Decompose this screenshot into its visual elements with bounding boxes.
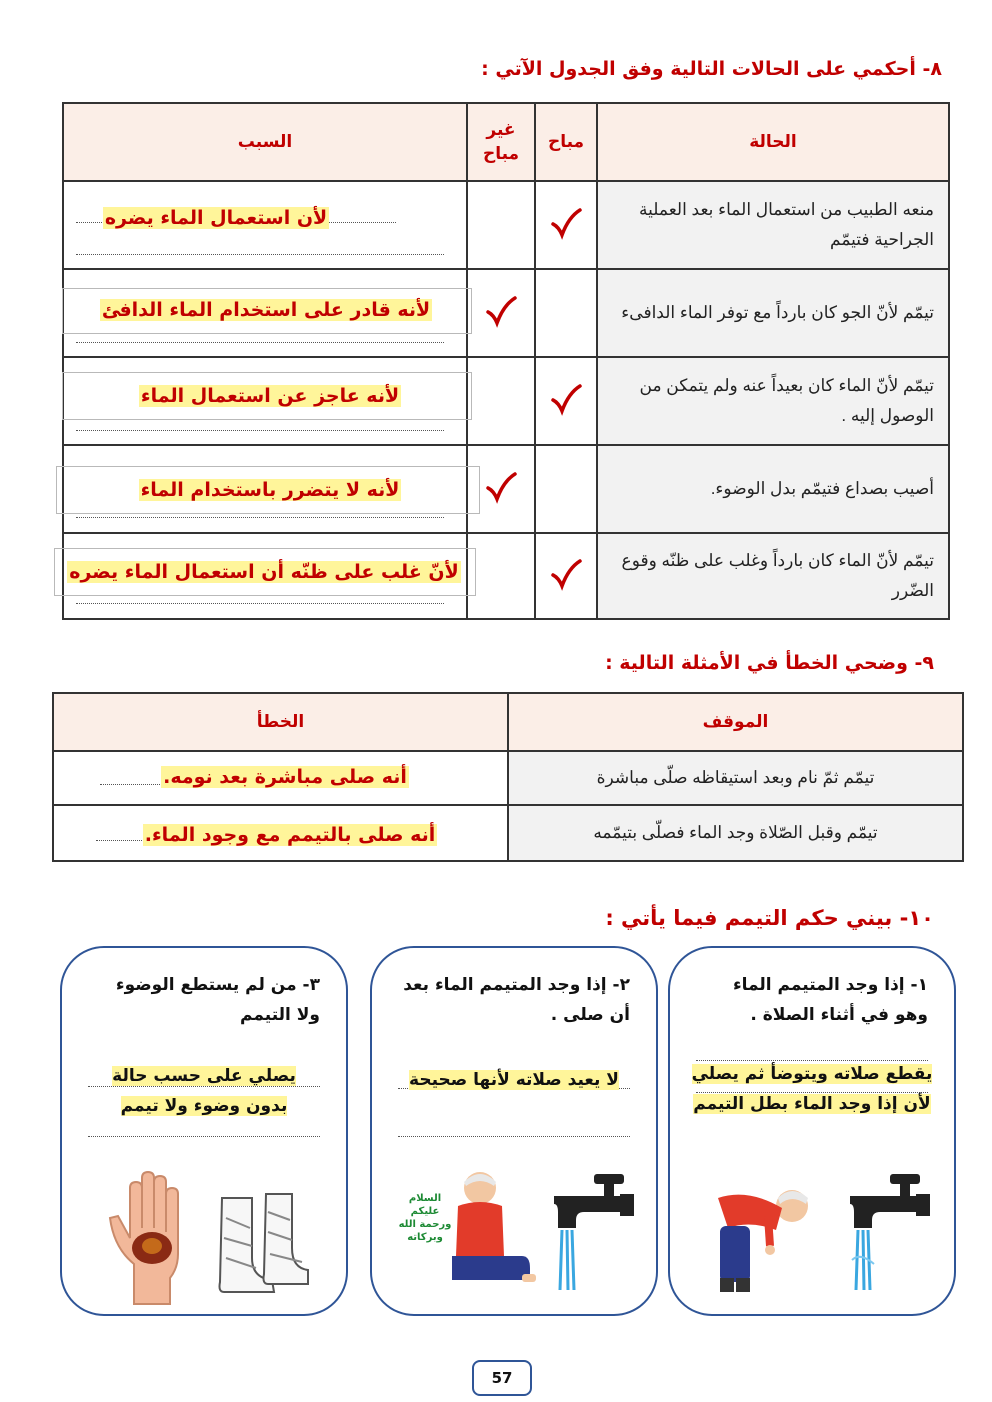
card-answer: بدون وضوء ولا تيمم (120, 1096, 288, 1116)
reason-answer: لأنّ غلب على ظنّه أن استعمال الماء يضره (69, 561, 459, 583)
allowed-cell[interactable] (535, 181, 597, 269)
reason-answer: لأنه لا يتضرر باستخدام الماء (140, 479, 400, 501)
header-situation: الموقف (508, 693, 963, 751)
q8-title: ٨- أحكمي على الحالات التالية وفق الجدول الآتي : (481, 58, 942, 80)
card-question: ١- إذا وجد المتيمم الماء وهو في أثناء الصلاة . (732, 975, 928, 1025)
reason-answer: لأنه قادر على استخدام الماء الدافئ (101, 299, 431, 321)
card-1 (668, 946, 956, 1316)
check-icon (549, 206, 583, 240)
case-cell: تيمّم لأنّ الماء كان بارداً وغلب على ظنّه وقوع الضّرر (597, 533, 949, 619)
water-tap-icon (534, 1164, 644, 1294)
page-number: 57 (472, 1360, 532, 1396)
case-cell: منعه الطبيب من استعمال الماء بعد العملية الجراحية فتيمّم (597, 181, 949, 269)
praying-person-icon (698, 1172, 818, 1302)
case-cell: تيمّم لأنّ الماء كان بعيداً عنه ولم يتمكن من الوصول إليه . (597, 357, 949, 445)
error-answer: أنه صلى بالتيمم مع وجود الماء. (144, 824, 436, 846)
q8-table (62, 102, 950, 620)
situation-cell: تيمّم ثمّ نام وبعد استيقاظه صلّى مباشرة (508, 751, 963, 805)
burned-hand-icon (104, 1168, 204, 1308)
not-allowed-cell[interactable] (467, 181, 535, 269)
check-icon (549, 382, 583, 416)
answer-line (398, 1136, 630, 1137)
case-cell: تيمّم لأنّ الجو كان بارداً مع توفر الماء الدافىء (597, 269, 949, 357)
card-answer: يصلي على حسب حالة (112, 1066, 296, 1086)
card-question: ٢- إذا وجد المتيمم الماء بعد أن صلى . (403, 975, 630, 1025)
header-error: الخطأ (53, 693, 508, 751)
not-allowed-cell[interactable] (467, 533, 535, 619)
not-allowed-cell[interactable] (467, 269, 535, 357)
answer-line (76, 517, 444, 518)
case-cell: أصيب بصداع فتيمّم بدل الوضوء. (597, 445, 949, 533)
allowed-cell[interactable] (535, 533, 597, 619)
reason-answer: لأن استعمال الماء يضره (104, 207, 328, 229)
answer-line (76, 342, 444, 343)
answer-line (88, 1136, 320, 1137)
situation-cell: تيمّم وقبل الصّلاة وجد الماء فصلّى بتيمّمه (508, 805, 963, 861)
reason-answer: لأنه عاجز عن استعمال الماء (140, 385, 400, 407)
header-not-allowed: غير مباح (467, 103, 535, 181)
q9-title: ٩- وضحي الخطأ في الأمثلة التالية : (605, 652, 934, 674)
greeting-sign: السلام عليكم ورحمة الله وبركاته (398, 1193, 452, 1243)
card-2 (370, 946, 658, 1316)
check-icon (484, 294, 518, 328)
header-allowed: مباح (535, 103, 597, 181)
allowed-cell[interactable] (535, 357, 597, 445)
bandaged-feet-icon (212, 1188, 312, 1298)
error-answer: أنه صلى مباشرة بعد نومه. (163, 766, 407, 788)
card-answer: لأن إذا وجد الماء بطل التيمم (693, 1094, 931, 1114)
header-case: الحالة (597, 103, 949, 181)
answer-line (76, 254, 444, 255)
card-3 (60, 946, 348, 1316)
answer-line (76, 603, 444, 604)
check-icon (549, 557, 583, 591)
answer-line (76, 430, 444, 431)
header-reason: السبب (63, 103, 467, 181)
q10-title: ١٠- بيني حكم التيمم فيما يأتي : (605, 906, 934, 930)
card-answer: لا يعيد صلاته لأنها صحيحة (409, 1070, 619, 1090)
allowed-cell[interactable] (535, 445, 597, 533)
card-question: ٣- من لم يستطع الوضوء ولا التيمم (115, 975, 320, 1025)
card-answer: يقطع صلاته ويتوضأ ثم يصلي (691, 1064, 933, 1084)
allowed-cell[interactable] (535, 269, 597, 357)
water-tap-icon (830, 1164, 940, 1294)
not-allowed-cell[interactable] (467, 357, 535, 445)
check-icon (484, 470, 518, 504)
